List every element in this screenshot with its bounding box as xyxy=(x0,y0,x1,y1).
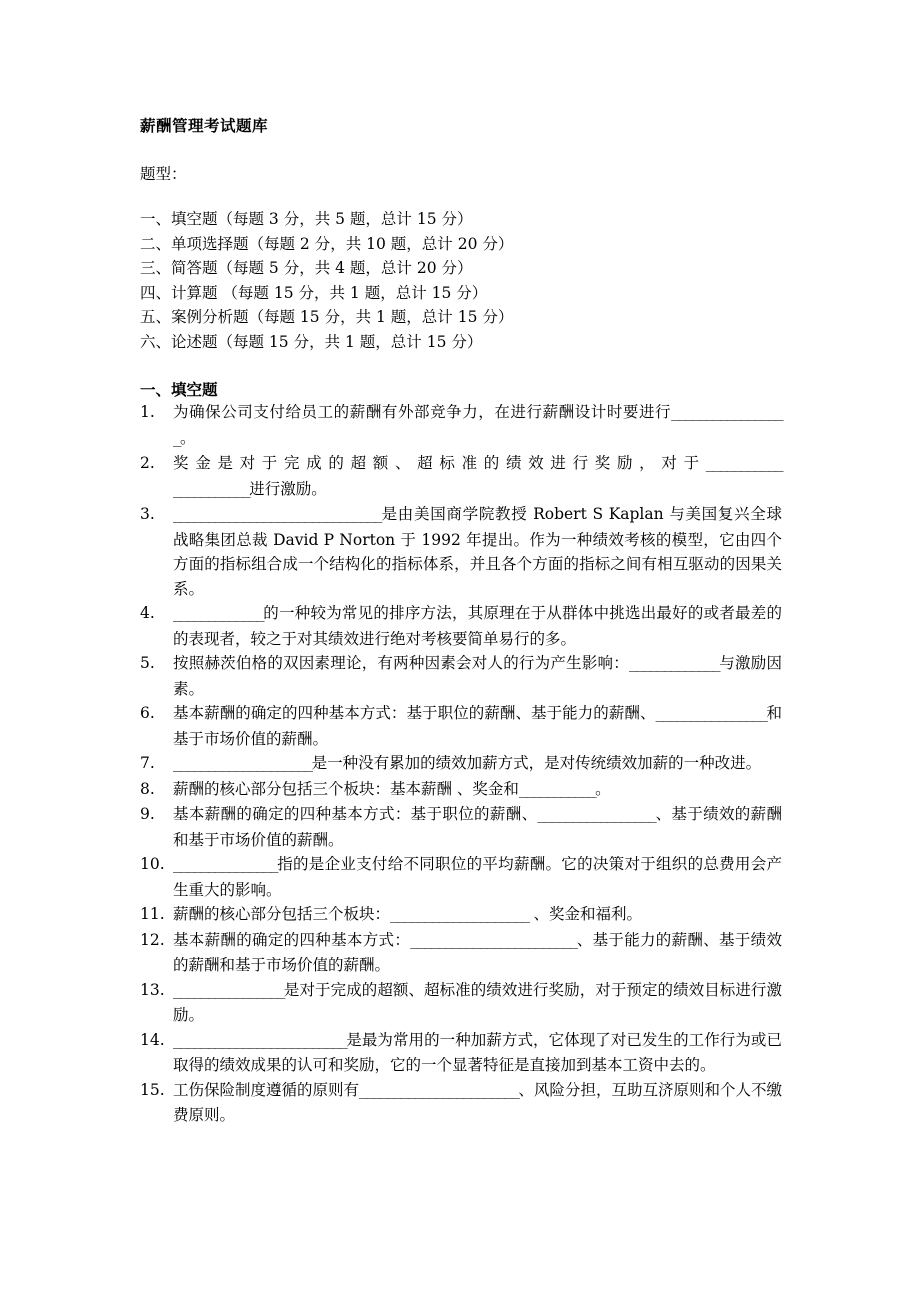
question-type-line: 五、案例分析题（每题 15 分，共 1 题，总计 15 分） xyxy=(140,308,514,326)
question-item xyxy=(140,802,782,852)
answer-blank: _________________ xyxy=(537,807,656,823)
answer-blank: ______________________ xyxy=(173,456,782,498)
question-text-before: 按照赫茨伯格的双因素理论，有两种因素会对人的行为产生影响： xyxy=(173,654,629,672)
question-number: 6. xyxy=(140,704,155,722)
question-type-line: 三、简答题（每题 5 分，共 4 题，总计 20 分） xyxy=(140,259,473,277)
question-text-before: 基本薪酬的确定的四种基本方式：基于职位的薪酬、 xyxy=(173,805,538,823)
question-text-after: 。 xyxy=(595,779,611,798)
question-text xyxy=(173,902,782,928)
question-item xyxy=(140,400,782,451)
question-number: 13. xyxy=(140,980,165,999)
answer-blank: _____________ xyxy=(629,656,720,672)
question-text-after: 进行激励。 xyxy=(249,479,327,498)
question-text-after: 是由美国商学院教授 Robert S Kaplan 与美国复兴全球战略集团总裁 David P Norton 于 1992 年提出。作为一种绩效考核的模型，它由四个方面的指标组合成一个结构化的指标体系，并且各个方面的指标之间有相互驱动的因果关系。 xyxy=(173,505,782,598)
question-item xyxy=(140,928,782,978)
question-item xyxy=(140,1028,782,1078)
section-heading-fill-in: 一、填空题 xyxy=(140,381,218,399)
question-text-after: 、基于绩效的薪酬和基于市场价值的薪酬。 xyxy=(173,805,782,849)
question-type-line: 二、单项选择题（每题 2 分，共 10 题，总计 20 分） xyxy=(140,234,514,253)
question-text-after: 的一种较为常见的排序方法，其原理在于从群体中挑选出最好的或者最差的的表现者，较之于对其绩效进行绝对考核要简单易行的多。 xyxy=(173,604,782,648)
question-item xyxy=(140,902,782,928)
question-text-after: 和基于市场价值的薪酬。 xyxy=(173,704,782,748)
question-number: 11. xyxy=(140,905,165,923)
question-type-line: 六、论述题（每题 15 分，共 1 题，总计 15 分） xyxy=(140,332,483,351)
question-text xyxy=(173,978,782,1028)
answer-blank: _____________ xyxy=(173,606,264,622)
question-types-list xyxy=(140,207,513,354)
question-text-before: 薪酬的核心部分包括三个板块：基本薪酬 、奖金和 xyxy=(173,779,519,798)
answer-blank: ____________________ xyxy=(390,907,529,923)
question-number: 14. xyxy=(140,1030,165,1049)
answer-blank: _______________ xyxy=(173,857,277,873)
answer-blank: ___________ xyxy=(518,781,596,798)
answer-blank: _________________________ xyxy=(173,1032,347,1049)
answer-blank: ________________ xyxy=(173,982,284,999)
question-text xyxy=(173,400,782,451)
question-item xyxy=(140,502,782,601)
question-text-after: 与激励因素。 xyxy=(173,654,782,698)
question-item xyxy=(140,451,782,502)
question-list xyxy=(140,400,782,1128)
question-item xyxy=(140,852,782,902)
question-text xyxy=(173,928,782,978)
question-number: 1. xyxy=(140,403,155,421)
question-number: 8. xyxy=(140,779,155,798)
question-number: 9. xyxy=(140,805,155,823)
answer-blank: ______________________________ xyxy=(173,507,381,523)
question-item xyxy=(140,1078,782,1128)
question-text-after: 是最为常用的一种加薪方式，它体现了对已发生的工作行为或已取得的绩效成果的认可和奖励，它的一个显著特征是直接加到基本工资中去的。 xyxy=(173,1030,782,1074)
question-text-after: 、风险分担，互助互济原则和个人不缴费原则。 xyxy=(173,1080,782,1124)
question-text xyxy=(173,701,782,751)
question-text xyxy=(173,651,782,701)
question-types-label: 题型： xyxy=(140,165,187,183)
question-text-before: 为确保公司支付给员工的薪酬有外部竞争力，在进行薪酬设计时要进行 xyxy=(173,403,672,421)
question-text xyxy=(173,852,782,902)
question-text-after: 是一种没有累加的绩效加薪方式，是对传统绩效加薪的一种改进。 xyxy=(311,754,762,772)
question-item xyxy=(140,701,782,751)
answer-blank: _______________________ xyxy=(359,1082,519,1099)
question-text-after: 是对于完成的超额、超标准的绩效进行奖励，对于预定的绩效目标进行激励。 xyxy=(173,980,782,1024)
question-text xyxy=(173,601,782,651)
question-number: 10. xyxy=(140,855,165,873)
question-text xyxy=(173,751,782,777)
answer-blank: _________________ xyxy=(173,405,782,447)
question-text-after: 指的是企业支付给不同职位的平均薪酬。它的决策对于组织的总费用会产生重大的影响。 xyxy=(173,855,782,899)
question-number: 3. xyxy=(140,505,155,523)
question-text-after: 。 xyxy=(179,428,196,447)
question-number: 4. xyxy=(140,604,155,622)
question-item xyxy=(140,651,782,701)
question-text xyxy=(173,502,782,601)
answer-blank: ____________________ xyxy=(173,756,312,772)
question-item xyxy=(140,978,782,1028)
question-type-line: 四、计算题 （每题 15 分，共 1 题，总计 15 分） xyxy=(140,283,488,302)
question-text-before: 基本薪酬的确定的四种基本方式：基于职位的薪酬、基于能力的薪酬、 xyxy=(173,704,656,722)
question-number: 12. xyxy=(140,930,165,949)
question-text-before: 薪酬的核心部分包括三个板块： xyxy=(173,905,391,923)
question-item xyxy=(140,751,782,777)
question-text xyxy=(173,1078,782,1128)
question-text-before: 奖金是对于完成的超额、超标准的绩效进行奖励，对于 xyxy=(173,454,706,472)
document-title: 薪酬管理考试题库 xyxy=(140,117,269,135)
question-text-after: 、奖金和福利。 xyxy=(528,905,643,923)
question-item xyxy=(140,601,782,651)
question-text xyxy=(173,451,782,502)
question-text-after: 、基于能力的薪酬、基于绩效的薪酬和基于市场价值的薪酬。 xyxy=(173,930,782,974)
answer-blank: ________________ xyxy=(655,706,767,722)
question-number: 7. xyxy=(140,754,155,772)
question-text-before: 基本薪酬的确定的四种基本方式： xyxy=(173,930,411,949)
question-text xyxy=(173,802,782,852)
question-text xyxy=(173,1028,782,1078)
answer-blank: ________________________ xyxy=(410,932,577,949)
question-text xyxy=(173,777,782,803)
question-number: 5. xyxy=(140,654,155,672)
question-type-line: 一、填空题（每题 3 分，共 5 题，总计 15 分） xyxy=(140,210,473,228)
question-item xyxy=(140,777,782,803)
question-number: 15. xyxy=(140,1080,165,1099)
question-text-before: 工伤保险制度遵循的原则有 xyxy=(173,1080,360,1099)
question-number: 2. xyxy=(140,454,155,472)
